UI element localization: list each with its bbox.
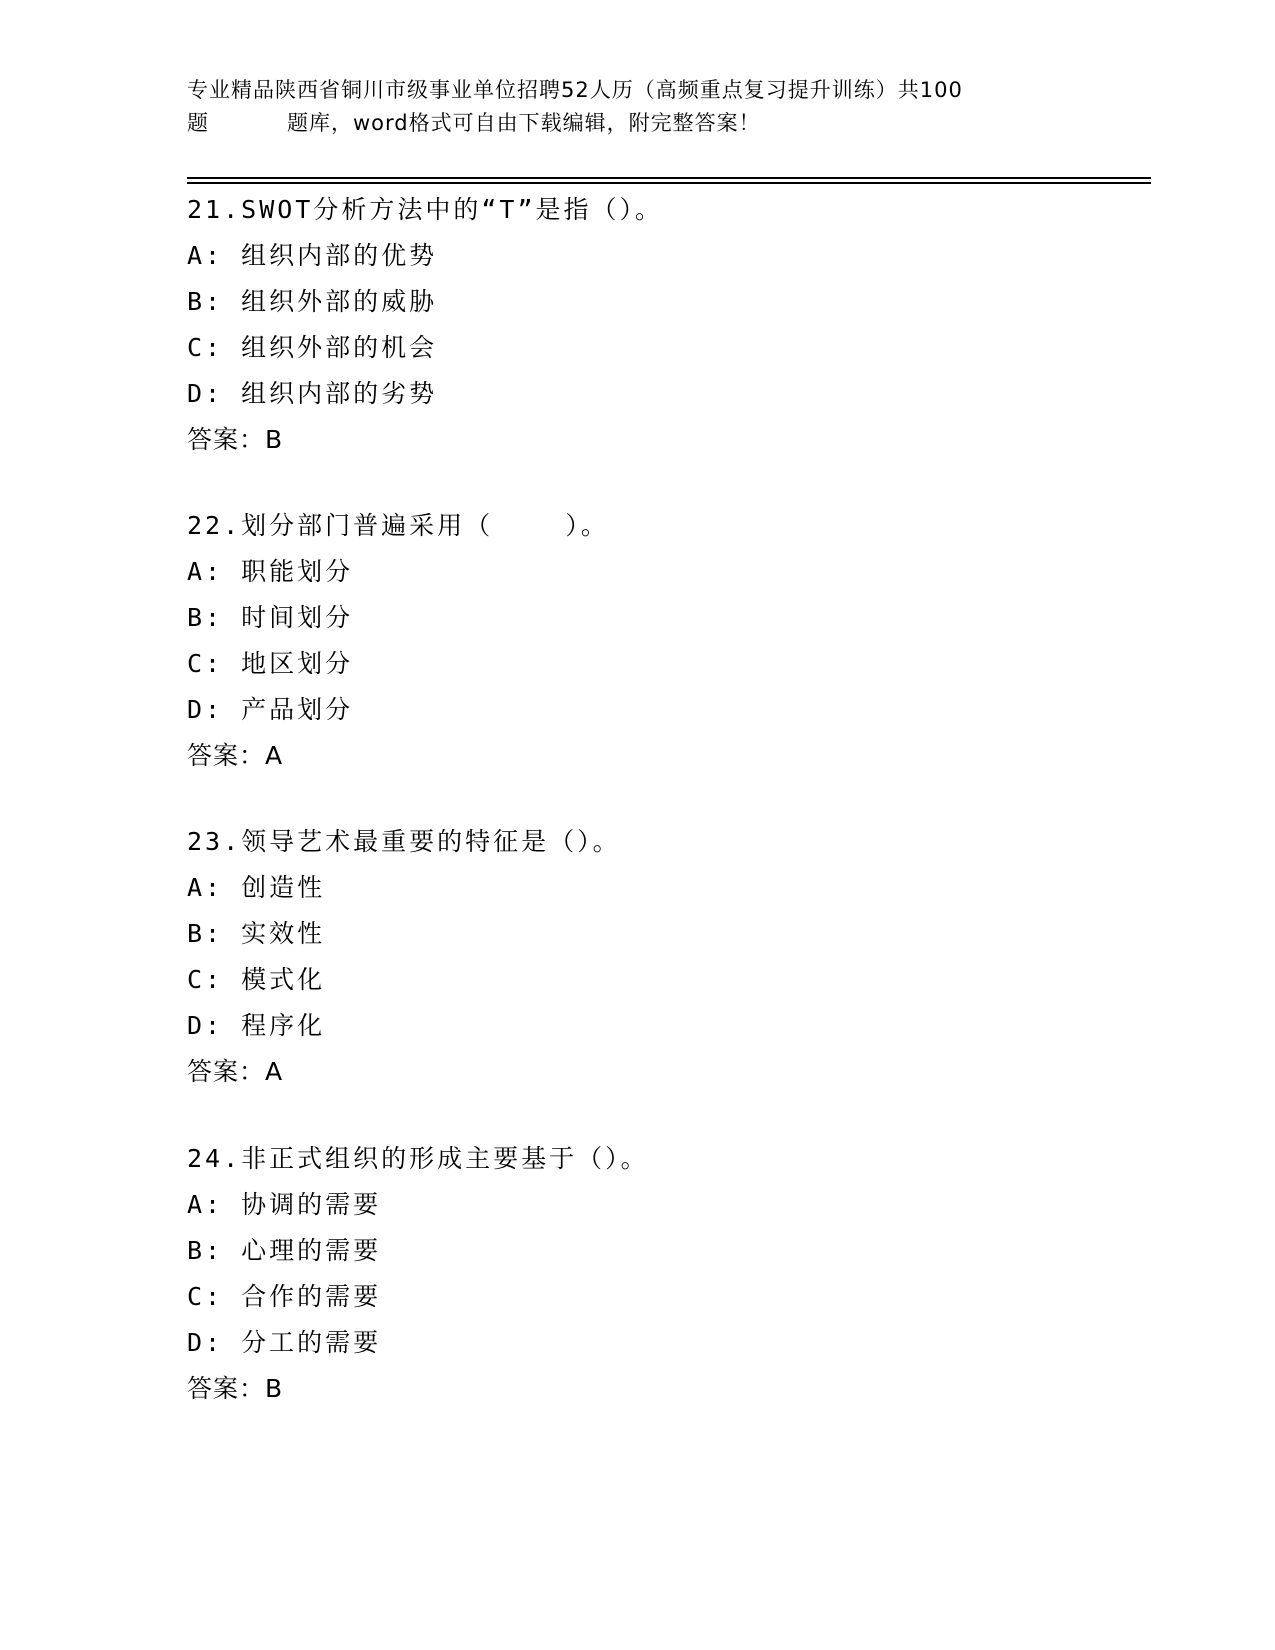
option-a: A: 组织内部的优势 — [187, 241, 438, 270]
option-b: B: 组织外部的威胁 — [187, 287, 438, 316]
option-a: A: 协调的需要 — [187, 1190, 382, 1219]
option-c: C: 地区划分 — [187, 649, 354, 678]
answer: 答案：B — [187, 425, 284, 454]
answer: 答案：B — [187, 1374, 284, 1403]
option-d: D: 组织内部的劣势 — [187, 379, 438, 408]
option-d: D: 程序化 — [187, 1011, 326, 1040]
question-stem: 23.领导艺术最重要的特征是（）。 — [187, 827, 621, 856]
header-divider-bottom — [187, 182, 1151, 184]
header-divider-top — [187, 177, 1151, 179]
option-d: D: 产品划分 — [187, 695, 354, 724]
question-block — [187, 819, 1147, 1095]
option-b: B: 时间划分 — [187, 603, 354, 632]
question-stem: 21.SWOT分析方法中的“T”是指（）。 — [187, 195, 664, 224]
option-c: C: 模式化 — [187, 965, 326, 994]
option-c: C: 合作的需要 — [187, 1282, 382, 1311]
header-title-continuation: 题库，word格式可自由下载编辑，附完整答案！ — [287, 111, 761, 135]
option-d: D: 分工的需要 — [187, 1328, 382, 1357]
answer: 答案：A — [187, 741, 284, 770]
question-block — [187, 503, 1147, 779]
answer: 答案：A — [187, 1057, 284, 1086]
option-c: C: 组织外部的机会 — [187, 333, 438, 362]
option-b: B: 心理的需要 — [187, 1236, 382, 1265]
header-title-line-2 — [187, 107, 1087, 140]
question-block — [187, 187, 1147, 463]
header-title-line-1: 专业精品陕西省铜川市级事业单位招聘52人历（高频重点复习提升训练）共100 — [187, 78, 963, 102]
option-b: B: 实效性 — [187, 919, 326, 948]
question-stem: 22.划分部门普遍采用（ ）。 — [187, 511, 609, 540]
question-stem: 24.非正式组织的形成主要基于（）。 — [187, 1144, 649, 1173]
option-a: A: 职能划分 — [187, 557, 354, 586]
option-a: A: 创造性 — [187, 873, 326, 902]
header-title-fragment: 题 — [187, 111, 209, 135]
document-header — [187, 74, 1087, 140]
question-block — [187, 1136, 1147, 1412]
